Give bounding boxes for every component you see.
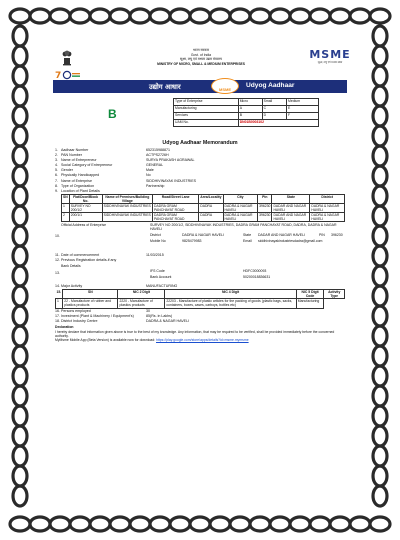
enterprise-type-cell: F	[287, 113, 319, 120]
official-address-section	[55, 222, 345, 253]
nic-cell: 1	[56, 299, 63, 309]
chain-link	[13, 446, 27, 466]
enterprise-type-row	[174, 106, 319, 113]
chain-link	[130, 517, 150, 531]
chain-link	[373, 366, 387, 386]
chain-link	[310, 517, 330, 531]
enterprise-type-header-cell: Small	[262, 99, 286, 106]
field-number: 13.	[55, 271, 60, 276]
ministry-hindi: सूक्ष्म, लघु एवं मध्यम उद्यम मंत्रालय	[180, 57, 222, 62]
plant-cell: SIDDHIVINAYAK INDUSTRIES	[102, 212, 152, 221]
field-label: Persons employed	[61, 309, 91, 314]
plant-cell: SURVEY NO 200/1/2	[69, 203, 102, 212]
field-label: Gender	[61, 168, 73, 173]
chain-link	[210, 9, 230, 23]
chain-link	[13, 86, 27, 106]
nic-activity-table	[55, 289, 345, 309]
msme-badge-icon	[211, 78, 239, 94]
plant-cell: DADRA & NAGAR HAVELI	[310, 203, 345, 212]
plant-column-header: Flat/Door/Block No.	[69, 194, 102, 203]
pin-label: PIN	[319, 232, 325, 237]
plant-cell: 200/1/1	[69, 212, 102, 221]
enterprise-type-cell: Services	[174, 113, 239, 120]
play-store-link[interactable]: https://play.google.com/store/apps/details?id=msme.mymsme	[156, 338, 249, 343]
chain-link	[170, 517, 190, 531]
nic-column-header: NIC 5 Digit Code	[296, 290, 324, 299]
declaration-heading: Declaration	[55, 325, 74, 330]
udyog-aadhaar-banner	[53, 80, 347, 93]
field-label: Aadhaar Number	[61, 148, 89, 152]
chain-link	[373, 466, 387, 486]
enterprise-type-header-cell: Medium	[287, 99, 319, 106]
chain-link	[373, 286, 387, 306]
gov-line-hindi: भारत सरकार	[192, 48, 210, 52]
chain-link	[373, 386, 387, 406]
field-value: 85(Rs. in Lakhs)	[146, 314, 173, 319]
field-value: Partnership	[146, 183, 165, 188]
chain-link	[310, 9, 330, 23]
field-number: 3.	[55, 158, 58, 163]
ministry-block	[151, 48, 251, 66]
plant-cell: 396230	[258, 212, 272, 221]
field-label: Date of commencement	[61, 252, 100, 257]
chain-link	[13, 426, 27, 446]
plant-column-header: SN	[62, 194, 70, 203]
memorandum-title: Udyog Aadhaar Memorandum	[162, 140, 238, 146]
pin-value: 396230	[331, 232, 343, 237]
mobile-value: 9825479983	[182, 238, 202, 243]
uam-label: UAM No.	[174, 120, 239, 127]
chain-link	[373, 206, 387, 226]
chain-link	[70, 9, 90, 23]
chain-link	[330, 9, 350, 23]
field-label: Official Address of Enterprise	[61, 222, 107, 227]
entrepreneur-details	[55, 148, 345, 194]
uam-number: DN01B0003102	[238, 120, 318, 127]
nic-row	[56, 299, 345, 309]
nic-column-header: SN	[63, 290, 118, 299]
nic-column-header: Activity Type	[324, 290, 345, 299]
plant-column-header: Area/Locality	[199, 194, 223, 203]
enterprise-type-cell: B	[238, 113, 262, 120]
msme-logo-subtitle: सूक्ष्म, लघु एवं मध्यम उद्यम	[317, 61, 343, 64]
chain-link	[90, 9, 110, 23]
ministry-name: MINISTRY OF MICRO, SMALL & MEDIUM ENTERPRISES	[157, 61, 245, 66]
badge-label: MSME	[219, 87, 231, 92]
azadi-logo-icon	[55, 70, 81, 80]
enterprise-grade: B	[108, 107, 117, 121]
chain-link	[13, 106, 27, 126]
plant-cell: DADRA	[199, 203, 223, 212]
chain-link	[13, 166, 27, 186]
chain-link	[13, 346, 27, 366]
field-value: GENERAL	[146, 163, 164, 168]
nic-column-header: NIC 4 Digit	[165, 290, 296, 299]
chain-link	[13, 226, 27, 246]
field-value: Male	[146, 168, 154, 173]
chain-link	[130, 9, 150, 23]
field-number: 18.	[55, 319, 60, 324]
chain-link	[70, 517, 90, 531]
field-value: DADRA & NAGAR HAVELI	[146, 319, 190, 324]
plant-cell: DADAR AND NAGAR HAVELI	[272, 203, 310, 212]
plant-cell: DADRA & NAGAR HAVELI	[223, 203, 258, 212]
field-value: MANUFACTURING	[146, 284, 178, 289]
chain-link	[13, 126, 27, 146]
field-label: PAN Number	[61, 153, 82, 158]
major-activity-row	[55, 284, 345, 289]
chain-link	[373, 166, 387, 186]
chain-link	[13, 386, 27, 406]
nic-cell: 22 - Manufacture of rubber and plastics products	[63, 299, 118, 309]
chain-link	[373, 86, 387, 106]
field-label: Location of Plant Details	[61, 188, 100, 193]
enterprise-type-header-cell: Type of Enterprise	[174, 99, 239, 106]
msme-logo	[307, 49, 353, 64]
chain-link	[30, 517, 50, 531]
field-value: SURYA PRAKASH AGRAWAL	[146, 158, 195, 163]
field-label: Investment (Plant & Machinery / Equipment's)	[61, 314, 134, 319]
chain-link	[50, 517, 70, 531]
field-number: 9.	[55, 188, 58, 193]
svg-text:7: 7	[55, 71, 62, 80]
field-number: 1.	[55, 148, 58, 152]
email-value: siddhivinayakindustriesdadra@gmail.com	[258, 238, 323, 243]
field-label: Type of Organization	[61, 183, 95, 188]
field-value: 30	[146, 309, 150, 314]
chain-link	[13, 366, 27, 386]
chain-link	[373, 306, 387, 326]
chain-link	[370, 517, 390, 531]
app-text: MyMsme Mobile App (Beta Version) is available now for download:	[55, 338, 156, 343]
chain-link	[13, 206, 27, 226]
chain-link	[13, 286, 27, 306]
banner-hindi-title: उद्योग आधार	[149, 83, 181, 91]
commencement-details	[55, 253, 345, 263]
field-label: Name of Enterprise	[61, 178, 92, 183]
plant-row	[62, 212, 345, 221]
plant-cell: DADRA & NAGAR HAVELI	[310, 212, 345, 221]
plant-details-table	[61, 194, 345, 222]
enterprise-type-cell: C	[262, 106, 286, 113]
chain-link	[13, 186, 27, 206]
chain-link	[210, 517, 230, 531]
government-header	[41, 34, 359, 80]
chain-link	[373, 426, 387, 446]
chain-link	[110, 517, 130, 531]
chain-link	[30, 9, 50, 23]
chain-link	[250, 517, 270, 531]
account-label: Bank Account	[150, 275, 172, 280]
field-value: No	[146, 173, 151, 178]
official-address-value: SURVEY NO 200/1/2, SIDDHIVINAYAK INDUSTRIES, DADRA GRAM PANCHAYAT ROAD, DADRA, DADRA & NAGAR HAVELI	[150, 222, 337, 232]
chain-link	[190, 9, 210, 23]
chain-link	[13, 246, 27, 266]
ifs-label: IFS Code	[150, 269, 165, 274]
chain-link	[373, 246, 387, 266]
chain-link	[13, 146, 27, 166]
plant-column-header: Road/Street Lane	[153, 194, 199, 203]
chain-link	[373, 126, 387, 146]
chain-link	[270, 517, 290, 531]
nic-cell: 22203 - Manufacture of plastic articles for the packing of goods (plastic bags, sacks, containers, boxes, cases, carboys, bottles etc)	[165, 299, 296, 309]
plant-column-header: City	[223, 194, 258, 203]
nic-column-header: NIC 2 Digit	[118, 290, 165, 299]
plant-column-header: Name of Premises/Building Village	[102, 194, 152, 203]
chain-link	[373, 186, 387, 206]
gov-line-english: Govt. of India	[190, 52, 212, 57]
enterprise-type-cell: Manufacturing	[174, 106, 239, 113]
field-number: 12.	[55, 257, 60, 262]
plant-column-header: District	[310, 194, 345, 203]
plant-cell: DADRA GRAM PANCHAYAT ROAD	[153, 212, 199, 221]
plant-row	[62, 203, 345, 212]
ifs-value: HDFC0000093	[243, 269, 267, 274]
field-label: Major Activity	[61, 284, 83, 289]
chain-link	[13, 66, 27, 86]
field-number: 8.	[55, 183, 58, 188]
district-label: District	[150, 232, 161, 237]
field-number: 4.	[55, 163, 58, 168]
enterprise-type-row	[174, 113, 319, 120]
chain-link	[290, 517, 310, 531]
declaration-section	[55, 325, 345, 342]
chain-link	[373, 266, 387, 286]
chain-link	[373, 26, 387, 46]
chain-link	[230, 9, 250, 23]
enterprise-type-table	[173, 98, 319, 127]
chain-link	[250, 9, 270, 23]
chain-link	[373, 486, 387, 506]
enterprise-type-header-cell: Micro	[238, 99, 262, 106]
chain-link	[290, 9, 310, 23]
chain-link	[373, 326, 387, 346]
plant-column-header: State	[272, 194, 310, 203]
chain-link	[373, 66, 387, 86]
plant-cell: DADAR AND NAGAR HAVELI	[272, 212, 310, 221]
chain-link	[110, 9, 130, 23]
enterprise-type-cell: D	[262, 113, 286, 120]
field-number: 10.	[55, 233, 60, 238]
field-number: 16.	[55, 309, 60, 314]
employment-investment-details	[55, 309, 345, 324]
field-label: Name of Entrepreneur	[61, 158, 97, 163]
declaration-text: I hereby declare that information given above is true to the best of my knowledge. Any information, that may be required to be verified, shall be provided immediately before the concerned authority.	[55, 329, 335, 338]
chain-link	[13, 406, 27, 426]
plant-cell: SIDDHIVINAYAK INDUSTRIES	[102, 203, 152, 212]
chain-link	[373, 146, 387, 166]
uam-row	[174, 120, 319, 127]
field-label: Previous Registration details-if any	[61, 257, 117, 262]
mobile-label: Mobile No	[150, 238, 166, 243]
chain-link	[373, 446, 387, 466]
chain-link	[13, 326, 27, 346]
chain-link	[13, 266, 27, 286]
chain-link	[350, 517, 370, 531]
chain-link	[370, 9, 390, 23]
chain-link	[373, 106, 387, 126]
national-emblem-icon	[61, 48, 73, 66]
field-value	[146, 189, 345, 194]
chain-link	[170, 9, 190, 23]
chain-link	[13, 306, 27, 326]
state-label: State	[243, 232, 252, 237]
chain-link	[150, 517, 170, 531]
chain-link	[373, 226, 387, 246]
chain-link	[373, 406, 387, 426]
chain-link	[373, 46, 387, 66]
field-number: 15.	[56, 289, 62, 294]
plant-cell: DADRA	[199, 212, 223, 221]
field-number: 5.	[55, 168, 58, 173]
chain-link	[10, 9, 30, 23]
field-label: Physically Handicapped	[61, 173, 100, 178]
chain-link	[150, 9, 170, 23]
enterprise-type-cell: A	[238, 106, 262, 113]
enterprise-type-header-row	[174, 99, 319, 106]
chain-link	[50, 9, 70, 23]
field-row	[55, 189, 345, 194]
field-number: 6.	[55, 173, 58, 178]
bank-details-section	[55, 263, 345, 284]
chain-link	[270, 9, 290, 23]
field-label: District Industry Centre	[61, 319, 98, 324]
field-row	[55, 319, 345, 324]
chain-link	[10, 517, 30, 531]
plant-cell: 1	[62, 203, 70, 212]
banner-english-title: Udyog Aadhaar	[246, 82, 295, 89]
field-value: 652315988871	[146, 148, 170, 152]
grade-section	[41, 97, 359, 137]
field-number: 14.	[55, 284, 60, 289]
bank-details-label: Bank Details	[61, 264, 81, 269]
plant-cell: DADRA & NAGAR HAVELI	[223, 212, 258, 221]
district-value: DADRA & NAGAR HAVELI	[182, 232, 224, 237]
state-value: DADAR AND NAGAR HAVELI	[258, 232, 306, 237]
chain-link	[373, 346, 387, 366]
chain-link	[90, 517, 110, 531]
msme-logo-text: MSME	[309, 48, 351, 61]
field-number: 17.	[55, 314, 60, 319]
chain-link	[330, 517, 350, 531]
chain-link	[13, 486, 27, 506]
plant-cell: 396230	[258, 203, 272, 212]
field-value: 11/03/2015	[146, 252, 164, 257]
chain-link	[350, 9, 370, 23]
chain-link	[230, 517, 250, 531]
field-number: 7.	[55, 178, 58, 183]
certificate-sheet	[41, 34, 359, 508]
mobile-app-note	[55, 338, 345, 342]
field-value: ACTPS2726H	[146, 153, 169, 158]
nic-cell: 2220 - Manufacture of plastics products	[118, 299, 165, 309]
nic-cell: Manufacturing	[296, 299, 324, 309]
chain-link	[13, 466, 27, 486]
plant-column-header: Pin	[258, 194, 272, 203]
field-number: 2.	[55, 153, 58, 158]
account-value: 50200018836631	[243, 275, 271, 280]
email-label: Email	[243, 238, 252, 243]
field-number: 11.	[55, 252, 60, 257]
enterprise-type-cell: E	[287, 106, 319, 113]
field-value: SIDDHIVINAYAK INDUSTRIES	[146, 178, 196, 183]
plant-cell: 2	[62, 212, 70, 221]
chain-link	[13, 46, 27, 66]
chain-link	[13, 26, 27, 46]
field-label: Social Category of Entrepreneur	[61, 163, 113, 168]
chain-link	[190, 517, 210, 531]
plant-cell: DADRA GRAM PANCHAYAT ROAD	[153, 203, 199, 212]
